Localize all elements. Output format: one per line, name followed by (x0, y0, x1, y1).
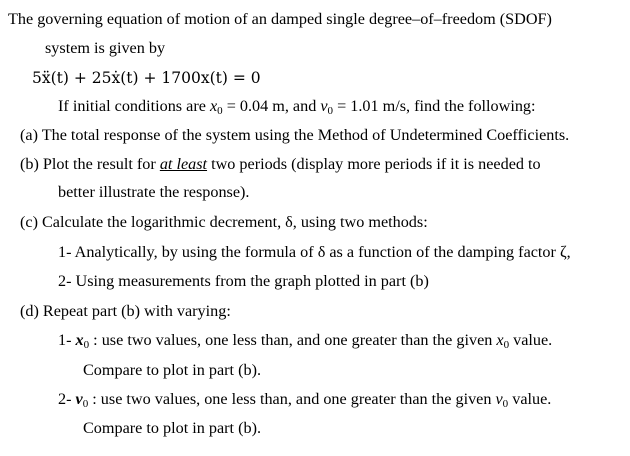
part-d-item-1 (58, 330, 552, 350)
v0-subscript: 0 (327, 105, 334, 117)
part-b-line-2: better illustrate the response). (58, 183, 250, 201)
part-d-item-1-line-2: Compare to plot in part (b). (83, 361, 262, 379)
v0-value: = 1.01 m/s, find the following: (333, 97, 536, 115)
part-d-item-1-num: 1- (58, 331, 76, 349)
part-b-underlined: at least (159, 155, 208, 173)
part-d-item-2-var: v (75, 390, 83, 408)
x0-subscript: 0 (217, 105, 223, 117)
intro-line-1: The governing equation of motion of an damped single degree–of–freedom (SDOF) (8, 10, 552, 28)
part-c: (c) Calculate the logarithmic decrement, δ, using two methods: (20, 213, 428, 231)
initial-conditions (58, 96, 536, 116)
x0-value: = 0.04 m, and (222, 97, 321, 115)
part-b-suffix: two periods (display more periods if it is needed to (207, 155, 541, 173)
part-d-item-1-var: x (75, 331, 84, 349)
equation-of-motion: 5ẍ(t) + 25ẋ(t) + 1700x(t) = 0 (32, 69, 261, 87)
part-b-prefix: (b) Plot the result for (20, 155, 160, 173)
part-d-item-2-sub: 0 (82, 398, 89, 410)
part-d-item-2-line-2: Compare to plot in part (b). (83, 419, 262, 437)
part-d-item-2-rest: : use two values, one less than, and one greater than the given (88, 390, 496, 408)
part-d-item-1-rest: : use two values, one less than, and one greater than the given (89, 331, 497, 349)
part-d-item-2 (58, 389, 551, 409)
intro-line-2: system is given by (45, 39, 166, 57)
x0-variable: x (209, 97, 218, 115)
part-c-item-2: 2- Using measurements from the graph plotted in part (b) (58, 272, 429, 290)
conditions-prefix: If initial conditions are (58, 97, 210, 115)
part-c-item-1: 1- Analytically, by using the formula of δ as a function of the damping factor ζ, (58, 243, 571, 261)
part-b-line-1 (20, 154, 541, 174)
part-a: (a) The total response of the system using the Method of Undetermined Coefficients. (20, 126, 570, 144)
part-d-item-2-given-sub: 0 (502, 398, 509, 410)
part-d-item-1-suffix: value. (509, 331, 553, 349)
part-d-item-2-num: 2- (58, 390, 76, 408)
part-d-item-1-sub: 0 (83, 339, 90, 351)
part-d: (d) Repeat part (b) with varying: (20, 302, 231, 320)
part-d-item-1-given-var: x (496, 331, 504, 349)
part-d-item-2-given-var: v (495, 390, 503, 408)
part-d-item-2-suffix: value. (508, 390, 552, 408)
v0-variable: v (320, 97, 328, 115)
part-d-item-1-given-sub: 0 (503, 339, 510, 351)
